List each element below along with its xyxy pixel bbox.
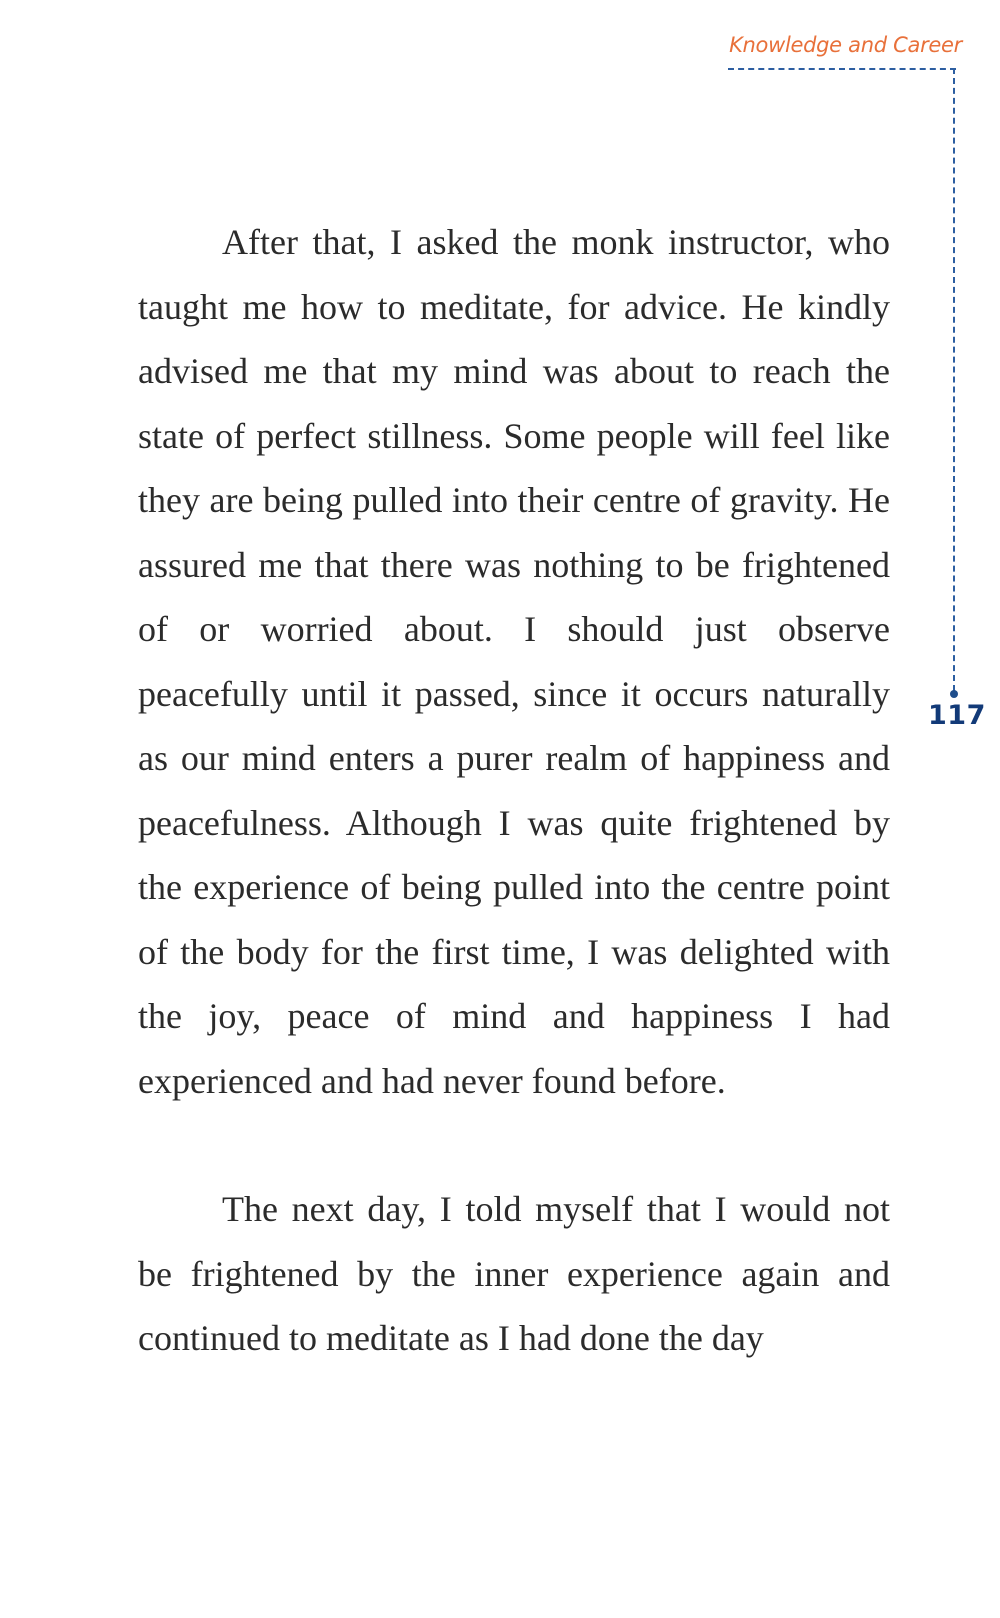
body-text [138,210,890,1371]
rule-end-dot [950,690,958,698]
page-number: 117 [928,700,986,731]
paragraph: The next day, I told myself that I would not be frightened by the inner experience again and continued to meditate as I had done the day [138,1189,890,1358]
running-header-title: Knowledge and Career [729,33,962,57]
paragraph: After that, I asked the monk instructor, who taught me how to meditate, for advice. He kindly advised me that my mind was about to reach the state of perfect stillness. Some people will feel like they are being pulled into their centre of gravity. He assured me that there was nothing to be frightened of or worried about. I should just observe peacefully until it passed, since it occurs naturally as our mind enters a purer realm of happiness and peacefulness. Although I was quite frightened by the experience of being pulled into the centre point of the body for the first time, I was delighted with the joy, peace of mind and happiness I had experienced and had never found before. [138,222,890,1101]
margin-dotted-rule [953,68,955,691]
header-dotted-rule [728,68,956,70]
